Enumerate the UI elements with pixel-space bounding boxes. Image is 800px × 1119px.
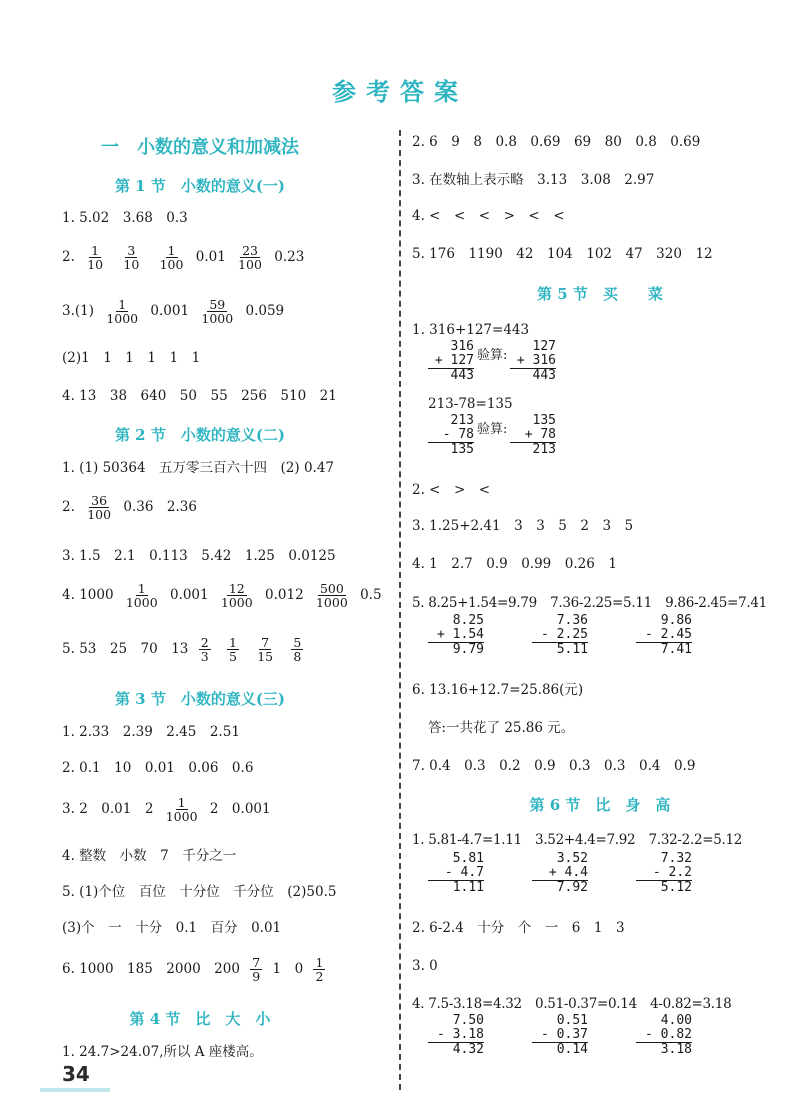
answer-line: 4. 13 38 640 50 55 256 510 21 [62, 388, 337, 404]
fraction: $\frac{36}{100}$ [87, 493, 112, 522]
section-1-title: 第 1 节 小数的意义(一) [114, 177, 286, 195]
chapter-title: 一 小数的意义和加减法 [101, 137, 299, 158]
section-2-title: 第 2 节 小数的意义(二) [114, 426, 286, 444]
answer-line: 1. 5.02 3.68 0.3 [62, 210, 188, 226]
answer-line: 答:一共花了 25.86 元。 [428, 720, 575, 736]
answer-line: 3. 1.25+2.41 3 3 5 2 3 5 [412, 518, 634, 534]
check-label: 验算: [477, 422, 508, 437]
answer-line: 4. 整数 小数 7 千分之一 [62, 848, 237, 864]
fraction: $\frac{12}{1000}$ [220, 581, 253, 610]
fraction: $\frac{23}{100}$ [238, 243, 262, 272]
answer-line-fractions: 2. $\frac{36}{100}$ 0.36 2.36 [62, 493, 197, 522]
fraction: $\frac{500}{1000}$ [315, 581, 348, 610]
fraction: $\frac{1}{10}$ [87, 243, 104, 272]
column-divider [399, 130, 401, 1090]
answer-line: 2. 0.1 10 0.01 0.06 0.6 [62, 760, 254, 776]
fraction: $\frac{1}{1000}$ [106, 297, 139, 326]
answer-line-fractions: 6. 1000 185 2000 200 $\frac{7}{9}$ 1 0 $\frac{1}{2}$ [62, 955, 324, 984]
answer-line: 5. (1)个位 百位 十分位 千分位 (2)50.5 [62, 884, 337, 900]
answer-line: 2. 6 9 8 0.8 0.69 69 80 0.8 0.69 [412, 134, 701, 150]
answer-line: 3. 0 [412, 958, 438, 974]
answer-line: 4. < < < > < < [412, 208, 565, 224]
section-4-title: 第 4 节 比 大 小 [129, 1010, 271, 1028]
fraction: $\frac{1}{2}$ [315, 955, 324, 984]
fraction: $\frac{1}{1000}$ [165, 795, 198, 824]
fraction: $\frac{2}{3}$ [200, 635, 209, 664]
answer-line: 213-78=135 [428, 396, 513, 412]
answer-line: 5. 8.25+1.54=9.79 7.36-2.25=5.11 9.86-2.45=7.41 [412, 595, 767, 611]
vertical-calculation: 5.81 - 4.7 1.11 [428, 852, 484, 895]
answer-line: 3. 在数轴上表示略 3.13 3.08 2.97 [412, 172, 655, 188]
fraction: $\frac{1}{1000}$ [125, 581, 158, 610]
answer-line: 1. (1) 50364 五万零三百六十四 (2) 0.47 [62, 460, 335, 476]
answer-line-fractions: 5. 53 25 70 13 $\frac{2}{3}$ $\frac{1}{5}$ $\frac{7}{15}$ $\frac{5}{8}$ [62, 635, 302, 664]
vertical-calculation: 7.32 - 2.2 5.12 [636, 852, 692, 895]
answer-line-fractions: 2. $\frac{1}{10}$ $\frac{3}{10}$ $\frac{1}{100}$ 0.01 $\frac{23}{100}$ 0.23 [62, 243, 305, 272]
answer-line: 4. 7.5-3.18=4.32 0.51-0.37=0.14 4-0.82=3.18 [412, 996, 732, 1012]
answer-line: 1. 5.81-4.7=1.11 3.52+4.4=7.92 7.32-2.2=5.12 [412, 832, 743, 848]
page-number: 34 [62, 1062, 90, 1086]
answer-line: 1. 24.7>24.07,所以 A 座楼高。 [62, 1044, 263, 1060]
section-6-title: 第 6 节 比 身 高 [529, 796, 671, 814]
vertical-calculation: 4.00 - 0.82 3.18 [636, 1014, 692, 1057]
fraction: $\frac{3}{10}$ [123, 243, 140, 272]
fraction: $\frac{1}{5}$ [228, 635, 237, 664]
check-label: 验算: [477, 348, 508, 363]
page-number-bar [40, 1088, 110, 1092]
section-3-title: 第 3 节 小数的意义(三) [114, 690, 286, 708]
vertical-calculation: 3.52 + 4.4 7.92 [532, 852, 588, 895]
vertical-calculation: 127 + 316 443 [510, 340, 556, 383]
vertical-calculation: 9.86 - 2.45 7.41 [636, 614, 692, 657]
answer-line: 3. 1.5 2.1 0.113 5.42 1.25 0.0125 [62, 548, 336, 564]
fraction: $\frac{59}{1000}$ [201, 297, 234, 326]
answer-line-fractions: 3.(1) $\frac{1}{1000}$ 0.001 $\frac{59}{1000}$ 0.059 [62, 297, 285, 326]
answer-line: 2. < > < [412, 482, 491, 498]
answer-line: (3)个 一 十分 0.1 百分 0.01 [62, 920, 282, 936]
section-5-title: 第 5 节 买 菜 [537, 285, 663, 303]
answer-line: 2. 6-2.4 十分 个 一 6 1 3 [412, 920, 625, 936]
answer-line: (2)1 1 1 1 1 1 [62, 350, 201, 366]
answer-line: 1. 316+127=443 [412, 322, 530, 338]
answer-line: 7. 0.4 0.3 0.2 0.9 0.3 0.3 0.4 0.9 [412, 758, 696, 774]
vertical-calculation: 213 - 78 135 [428, 414, 474, 457]
fraction: $\frac{7}{9}$ [252, 955, 261, 984]
fraction: $\frac{7}{15}$ [257, 635, 274, 664]
fraction: $\frac{1}{100}$ [159, 243, 184, 272]
vertical-calculation: 316 + 127 443 [428, 340, 474, 383]
fraction: $\frac{5}{8}$ [293, 635, 302, 664]
answer-line: 1. 2.33 2.39 2.45 2.51 [62, 724, 240, 740]
vertical-calculation: 135 + 78 213 [510, 414, 556, 457]
vertical-calculation: 7.36 - 2.25 5.11 [532, 614, 588, 657]
answer-line-fractions: 4. 1000 $\frac{1}{1000}$ 0.001 $\frac{12}{1000}$ 0.012 $\frac{500}{1000}$ 0.5 [62, 581, 382, 610]
vertical-calculation: 7.50 - 3.18 4.32 [428, 1014, 484, 1057]
answer-line: 5. 176 1190 42 104 102 47 320 12 [412, 246, 713, 262]
answer-line: 6. 13.16+12.7=25.86(元) [412, 682, 584, 698]
page-title: 参考答案 [332, 77, 468, 106]
answer-line-fractions: 3. 2 0.01 2 $\frac{1}{1000}$ 2 0.001 [62, 795, 271, 824]
vertical-calculation: 0.51 - 0.37 0.14 [532, 1014, 588, 1057]
vertical-calculation: 8.25 + 1.54 9.79 [428, 614, 484, 657]
answer-line: 4. 1 2.7 0.9 0.99 0.26 1 [412, 556, 617, 572]
